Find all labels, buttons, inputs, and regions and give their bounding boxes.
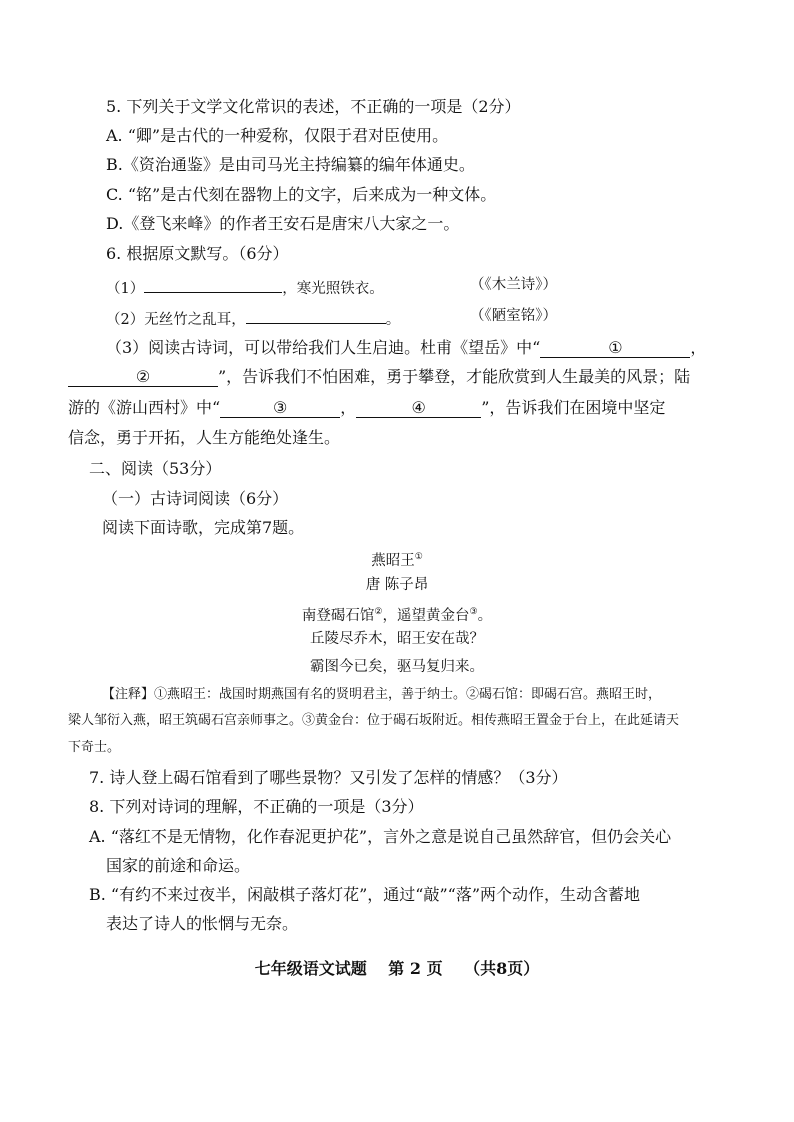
q7-stem: 7. 诗人登上碣石馆看到了哪些景物？又引发了怎样的情感？（3分） (89, 768, 568, 787)
notes-line-1: 【注释】①燕昭王：战国时期燕国有名的贤明君主，善于纳士。②碣石馆：即碣石宫。燕昭王时， (102, 687, 662, 702)
q8-option-b: B. “有约不来过夜半，闲敲棋子落灯花”，通过“敲”“落”两个动作，生动含蓄地 (89, 885, 641, 904)
notes-line-3: 下奇士。 (68, 740, 121, 755)
q6-item3-punct: ， (340, 398, 357, 417)
poem-line-2: 丘陵尽乔木，昭王安在哉？ (310, 631, 484, 647)
q6-stem: 6. 根据原文默写。（6分） (106, 244, 289, 263)
q6-item3-line1 (106, 337, 706, 359)
poem-text: ，遥望黄金台 (382, 607, 470, 624)
poem-title-text: 燕昭王 (371, 552, 415, 569)
poem-note-mark-2: ② (374, 607, 383, 617)
q6-item3-blank-2[interactable] (68, 368, 218, 387)
q6-item1-source: （《木兰诗》） (470, 277, 557, 293)
poem-text: 南登碣石馆 (301, 607, 375, 624)
blank-mark-4: ④ (411, 398, 426, 417)
page-footer: 七年级语文试题 第 2 页 （共8页） (254, 959, 540, 978)
q6-item2 (106, 305, 400, 331)
blank-mark-2: ② (135, 367, 151, 386)
q6-item2-source: （《陋室铭》） (470, 308, 557, 324)
q6-item1-blank[interactable] (144, 274, 282, 293)
q6-item3-text: （3）阅读古诗词，可以带给我们人生启迪。杜甫《望岳》中“ (106, 338, 541, 357)
q6-item1-tail: ，寒光照铁衣。 (282, 281, 384, 297)
q5-option-b: B.《资治通鉴》是由司马光主持编纂的编年体通史。 (106, 155, 475, 174)
q6-item3-blank-3[interactable] (220, 399, 340, 418)
q6-item3-line4: 信念，勇于开拓，人生方能绝处逢生。 (68, 428, 341, 447)
q6-item3-text: 游的《游山西村》中“ (68, 398, 221, 417)
q6-item1-num: （1） (106, 281, 145, 297)
q6-item3-blank-4[interactable] (356, 399, 481, 418)
poem-title (0, 546, 794, 572)
notes-line-2: 梁人邹衍入燕，昭王筑碣石宫亲师事之。③黄金台：位于碣石坂附近。相传燕昭王置金于台上，在此延请天 (68, 713, 680, 728)
q8-option-a-cont: 国家的前途和命运。 (106, 856, 251, 875)
q5-option-c: C. “铭”是古代刻在器物上的文字，后来成为一种文体。 (106, 185, 497, 204)
q5-stem: 5. 下列关于文学文化常识的表述，不正确的一项是（2分） (106, 97, 521, 116)
blank-mark-1: ① (608, 338, 623, 357)
q8-option-a: A. “落红不是无情物，化作春泥更护花”，言外之意是说自己虽然辞官，但仍会关心 (89, 827, 672, 846)
q8-option-b-cont: 表达了诗人的怅惘与无奈。 (106, 914, 299, 933)
q8-stem: 8. 下列对诗词的理解，不正确的一项是（3分） (89, 797, 424, 816)
poem-author: 唐 陈子昂 (365, 577, 429, 593)
q6-item3-punct: ， (690, 338, 707, 357)
q6-item1 (106, 274, 384, 300)
q6-item3-text: ”，告诉我们在困境中坚定 (481, 398, 666, 417)
section-title: 二、阅读（53分） (89, 459, 222, 478)
poem-text: 。 (477, 607, 493, 624)
section-subtitle: （一）古诗词阅读（6分） (102, 489, 289, 508)
poem-line-3: 霸图今已矣，驱马复归来。 (310, 659, 484, 675)
q6-item3-text: ”，告诉我们不怕困难，勇于攀登，才能欣赏到人生最美的风景；陆 (218, 367, 691, 386)
q6-item3-line3 (68, 397, 665, 419)
q6-item2-blank[interactable] (246, 305, 386, 324)
q6-item3-blank-1[interactable] (540, 339, 690, 358)
poem-line-1 (0, 601, 794, 627)
q5-option-d: D.《登飞来峰》的作者王安石是唐宋八大家之一。 (106, 214, 460, 233)
q6-item3-line2 (68, 366, 690, 388)
q6-item2-head: 无丝竹之乱耳， (144, 312, 246, 328)
q5-option-a: A. “卿”是古代的一种爱称，仅限于君对臣使用。 (106, 126, 449, 145)
section-instruction: 阅读下面诗歌，完成第7题。 (102, 518, 305, 537)
poem-note-mark-3: ③ (469, 607, 478, 617)
q6-item2-num: （2） (106, 312, 145, 328)
q6-item2-tail: 。 (385, 312, 401, 328)
blank-mark-3: ③ (273, 398, 288, 417)
poem-title-note-mark: ① (414, 552, 423, 562)
